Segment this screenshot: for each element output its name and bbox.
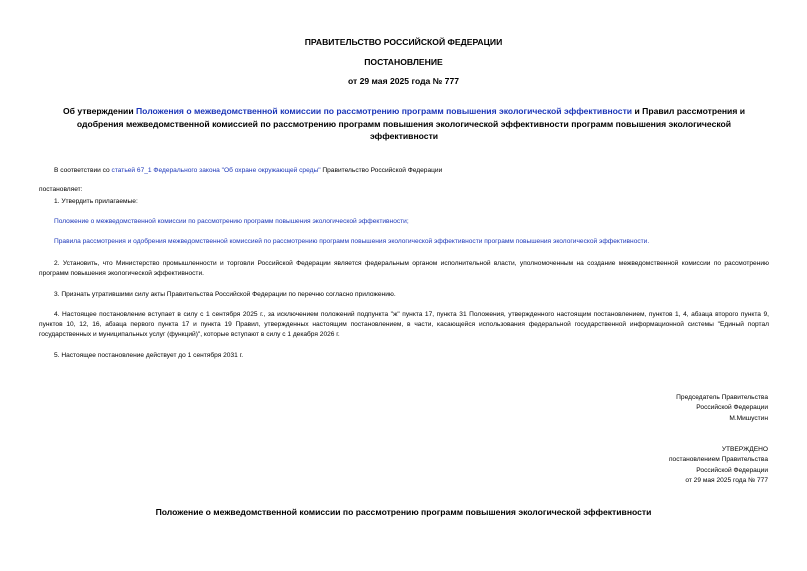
approved-by: постановлением Правительства bbox=[668, 456, 768, 464]
subject-prefix: Об утверждении bbox=[62, 106, 136, 116]
item-1-link-regulation bbox=[54, 217, 769, 227]
law-article-link[interactable]: статьей 67_1 Федерального закона "Об охране окружающей среды" bbox=[111, 167, 321, 174]
regulation-link[interactable]: Положение о межведомственной комиссии по рассмотрению программ повышения экологической эффективности; bbox=[54, 218, 409, 225]
document-type-heading: ПОСТАНОВЛЕНИЕ bbox=[364, 57, 443, 67]
item-1-link-rules bbox=[54, 237, 769, 247]
document-subject bbox=[48, 105, 760, 143]
signature-name: М.Мишустин bbox=[729, 414, 768, 422]
annex-title: Положение о межведомственной комиссии по рассмотрению программ повышения экологической эффективности bbox=[155, 507, 652, 517]
signature-title: Председатель Правительства bbox=[676, 394, 768, 401]
item-2: 2. Установить, что Министерство промышленности и торговли Российской Федерации является федеральным органом исполнительной власти, уполномоченным на создание межведомственной комиссии по рассмотрению программ повышения экологической эффективности. bbox=[39, 260, 769, 277]
intro-prefix: В соответствии со bbox=[54, 167, 112, 174]
approved-label: УТВЕРЖДЕНО bbox=[721, 446, 768, 453]
item-1: 1. Утвердить прилагаемые: bbox=[54, 198, 138, 205]
item-4: 4. Настоящее постановление вступает в силу с 1 сентября 2025 г., за исключением положений подпункта "ж" пункта 17, пункта 31 Положения, утвержденного настоящим постановлением, пунктов 1, 4, абзаца второго пункта 9, пунктов 10, 12, 16, абзаца первого пункта 17 и пункта 19 Правил, утвержденных настоящим постановлением, в части, касающейся использования федеральной государственной информационной системы "Единый портал государственных и муниципальных услуг (функций)", которые вступают в силу с 1 декабря 2026 г. bbox=[39, 311, 769, 338]
government-heading: ПРАВИТЕЛЬСТВО РОССИЙСКОЙ ФЕДЕРАЦИИ bbox=[304, 37, 503, 47]
document-date-number: от 29 мая 2025 года № 777 bbox=[347, 76, 460, 86]
approved-date: от 29 мая 2025 года № 777 bbox=[685, 477, 768, 485]
decrees-text: постановляет: bbox=[39, 186, 83, 193]
signature-country: Российской Федерации bbox=[696, 404, 768, 412]
intro-paragraph bbox=[54, 166, 774, 176]
item-3: 3. Признать утратившими силу акты Правительства Российской Федерации по перечню согласно приложению. bbox=[54, 291, 396, 298]
item-5: 5. Настоящее постановление действует до 1 сентября 2031 г. bbox=[54, 352, 244, 359]
subject-regulation-link[interactable]: Положения о межведомственной комиссии по рассмотрению программ повышения экологической эффективности bbox=[135, 106, 633, 116]
intro-suffix: Правительство Российской Федерации bbox=[320, 167, 443, 174]
signature-block bbox=[676, 393, 768, 424]
subject-suffix: и Правил рассмотрения и одобрения межведомственной комиссией по рассмотрению программ повышения экологической эффективности программ повышения экологической эффективности bbox=[76, 106, 746, 141]
approved-country: Российской Федерации bbox=[696, 466, 768, 474]
approval-block bbox=[669, 445, 768, 487]
rules-link[interactable]: Правила рассмотрения и одобрения межведомственной комиссией по рассмотрению программ повышения экологической эффективности программ повышения экологической эффективности. bbox=[54, 238, 650, 245]
